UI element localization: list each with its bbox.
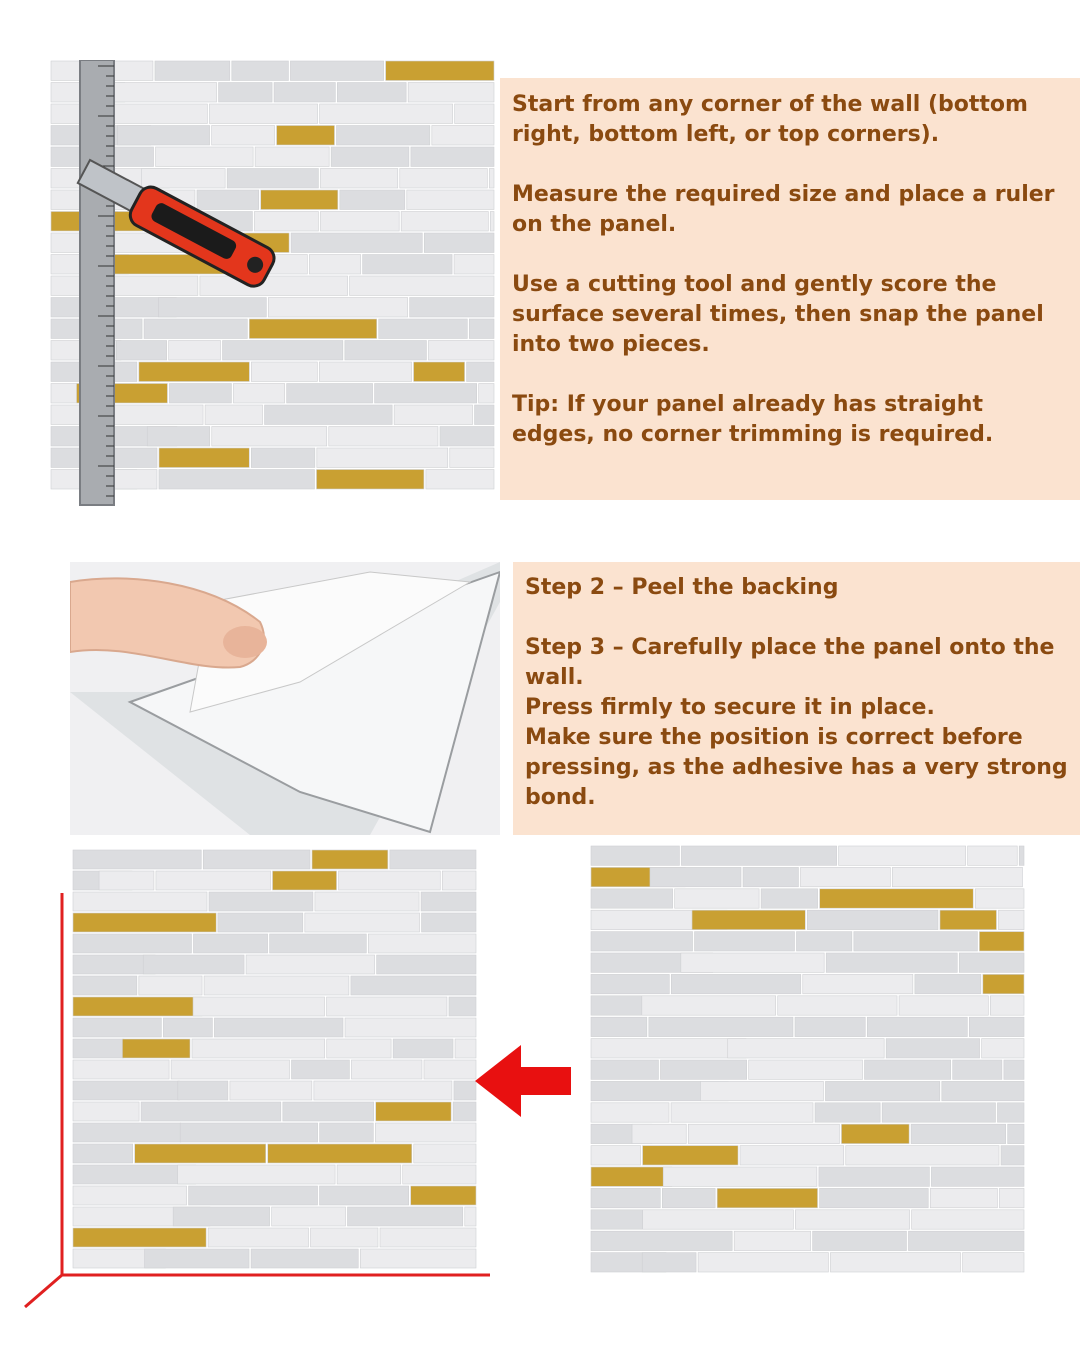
marble-tile bbox=[212, 126, 275, 146]
marble-tile bbox=[73, 850, 201, 869]
marble-tile bbox=[394, 405, 472, 425]
marble-tile bbox=[350, 276, 494, 296]
marble-tile bbox=[424, 233, 494, 253]
marble-tile bbox=[320, 1123, 374, 1142]
marble-tile bbox=[107, 83, 217, 103]
marble-tile bbox=[233, 384, 284, 404]
tile-panel-with-ruler bbox=[50, 60, 500, 510]
marble-tile bbox=[591, 1146, 641, 1165]
marble-tile bbox=[155, 61, 230, 81]
marble-tile bbox=[375, 1123, 476, 1142]
gold-tile bbox=[591, 1167, 672, 1186]
marble-tile bbox=[327, 1039, 391, 1058]
gold-tile bbox=[820, 889, 974, 908]
marble-tile bbox=[820, 1188, 929, 1207]
marble-tile bbox=[368, 934, 476, 953]
marble-tile bbox=[351, 976, 476, 995]
marble-tile bbox=[143, 955, 244, 974]
marble-tile bbox=[265, 405, 393, 425]
marble-tile bbox=[591, 974, 669, 993]
instruction-measure: Measure the required size and place a ruler on the panel. bbox=[512, 182, 1055, 237]
marble-tile bbox=[591, 846, 679, 865]
marble-tile bbox=[156, 871, 271, 890]
marble-tile bbox=[178, 1165, 335, 1184]
marble-tile bbox=[73, 976, 137, 995]
instructions-panel-1 bbox=[500, 78, 1080, 500]
marble-tile bbox=[403, 1165, 476, 1184]
marble-tile bbox=[454, 255, 494, 275]
marble-tile bbox=[1008, 1124, 1024, 1143]
marble-tile bbox=[320, 212, 399, 232]
marble-tile bbox=[203, 850, 310, 869]
marble-tile bbox=[116, 341, 166, 361]
gold-tile bbox=[139, 362, 250, 382]
marble-tile bbox=[329, 427, 438, 447]
marble-tile bbox=[197, 190, 259, 210]
marble-tile bbox=[158, 298, 266, 318]
marble-tile bbox=[743, 867, 798, 886]
marble-tile bbox=[660, 1060, 746, 1079]
gold-tile bbox=[386, 61, 494, 81]
marble-tile bbox=[591, 1017, 647, 1036]
gold-tile bbox=[261, 190, 338, 210]
marble-tile bbox=[681, 953, 824, 972]
marble-tile bbox=[73, 1018, 161, 1037]
marble-tile bbox=[475, 405, 494, 425]
gold-tile bbox=[277, 126, 335, 146]
marble-tile bbox=[813, 1231, 907, 1250]
marble-tile bbox=[908, 1231, 1024, 1250]
wall-corner-placement bbox=[20, 845, 490, 1315]
marble-tile bbox=[73, 1081, 180, 1100]
marble-tile bbox=[169, 384, 231, 404]
marble-tile bbox=[232, 61, 289, 81]
marble-tile bbox=[51, 405, 203, 425]
ruler-icon bbox=[80, 60, 114, 505]
marble-tile bbox=[380, 1228, 476, 1247]
marble-tile bbox=[449, 997, 476, 1016]
marble-tile bbox=[642, 996, 776, 1015]
gold-tile bbox=[692, 910, 805, 929]
marble-tile bbox=[99, 871, 154, 890]
gold-tile bbox=[940, 910, 996, 929]
marble-tile bbox=[911, 1124, 1006, 1143]
gold-tile bbox=[73, 1228, 206, 1247]
marble-tile bbox=[73, 1144, 133, 1163]
marble-tile bbox=[867, 1017, 967, 1036]
marble-tile bbox=[968, 846, 1018, 865]
gold-tile bbox=[983, 974, 1024, 993]
marble-tile bbox=[649, 1017, 793, 1036]
marble-tile bbox=[803, 974, 913, 993]
marble-tile bbox=[272, 1207, 346, 1226]
marble-tile bbox=[643, 1210, 794, 1229]
marble-tile bbox=[212, 427, 327, 447]
marble-tile bbox=[931, 1167, 1024, 1186]
marble-tile bbox=[825, 1081, 939, 1100]
gold-tile bbox=[122, 1039, 190, 1058]
marble-tile bbox=[591, 1039, 746, 1058]
marble-tile bbox=[411, 147, 494, 167]
marble-tile bbox=[310, 1228, 377, 1247]
marble-tile bbox=[218, 913, 303, 932]
marble-tile bbox=[997, 1103, 1024, 1122]
marble-tile bbox=[465, 1207, 476, 1226]
marble-tile bbox=[156, 147, 254, 167]
marble-tile bbox=[314, 1081, 452, 1100]
marble-tile bbox=[899, 996, 988, 1015]
marble-tile bbox=[147, 427, 210, 447]
marble-tile bbox=[327, 997, 447, 1016]
marble-tile bbox=[360, 1249, 476, 1268]
marble-tile bbox=[681, 846, 836, 865]
marble-tile bbox=[663, 1167, 817, 1186]
marble-tile bbox=[839, 846, 966, 865]
marble-tile bbox=[426, 470, 494, 490]
marble-tile bbox=[778, 996, 897, 1015]
marble-tile bbox=[662, 1188, 715, 1207]
marble-tile bbox=[336, 126, 429, 146]
marble-tile bbox=[698, 1253, 828, 1272]
gold-tile bbox=[135, 1144, 266, 1163]
marble-tile bbox=[490, 212, 494, 232]
marble-tile bbox=[421, 892, 476, 911]
gold-tile bbox=[73, 913, 216, 932]
marble-tile bbox=[73, 1165, 196, 1184]
marble-tile bbox=[440, 427, 494, 447]
marble-tile bbox=[591, 889, 673, 908]
marble-tile bbox=[390, 850, 476, 869]
step3-press-text: Press firmly to secure it in place. bbox=[525, 695, 935, 720]
marble-tile bbox=[886, 1039, 979, 1058]
marble-tile bbox=[422, 913, 476, 932]
marble-tile bbox=[1001, 1146, 1024, 1165]
marble-tile bbox=[363, 255, 452, 275]
gold-tile bbox=[979, 932, 1024, 951]
marble-tile bbox=[915, 974, 981, 993]
marble-tile bbox=[317, 448, 448, 468]
gold-tile bbox=[273, 871, 337, 890]
step2-text: Step 2 – Peel the backing bbox=[525, 575, 839, 600]
gold-tile bbox=[411, 1186, 476, 1205]
instruction-cut: Use a cutting tool and gently score the surface several times, then snap the panel into two pieces. bbox=[512, 272, 1044, 357]
marble-tile bbox=[591, 1188, 660, 1207]
marble-tile bbox=[51, 276, 198, 296]
marble-tile bbox=[671, 974, 800, 993]
marble-tile bbox=[171, 1060, 289, 1079]
marble-tile bbox=[251, 448, 315, 468]
marble-tile bbox=[319, 362, 411, 382]
marble-tile bbox=[695, 932, 795, 951]
marble-tile bbox=[864, 1060, 950, 1079]
gold-tile bbox=[414, 362, 465, 382]
gold-tile bbox=[376, 1102, 451, 1121]
marble-tile bbox=[454, 1081, 476, 1100]
marble-tile bbox=[139, 976, 202, 995]
marble-tile bbox=[254, 212, 318, 232]
marble-tile bbox=[208, 1228, 308, 1247]
marble-tile bbox=[173, 1207, 269, 1226]
marble-tile bbox=[251, 1249, 358, 1268]
marble-tile bbox=[339, 871, 441, 890]
marble-tile bbox=[73, 1060, 169, 1079]
marble-tile bbox=[408, 83, 494, 103]
marble-tile bbox=[830, 1253, 960, 1272]
marble-tile bbox=[163, 1018, 212, 1037]
marble-tile bbox=[489, 169, 494, 189]
marble-tile bbox=[159, 470, 315, 490]
marble-tile bbox=[379, 319, 468, 339]
marble-tile bbox=[340, 190, 405, 210]
marble-tile bbox=[740, 1146, 844, 1165]
marble-tile bbox=[331, 147, 409, 167]
marble-tile bbox=[632, 1124, 686, 1143]
marble-tile bbox=[73, 934, 191, 953]
marble-tile bbox=[73, 1186, 187, 1205]
marble-tile bbox=[728, 1039, 884, 1058]
marble-tile bbox=[455, 1039, 476, 1058]
gold-tile bbox=[643, 1146, 738, 1165]
marble-tile bbox=[688, 1124, 839, 1143]
marble-tile bbox=[998, 910, 1024, 929]
marble-tile bbox=[141, 1102, 281, 1121]
marble-tile bbox=[453, 1102, 476, 1121]
corner-diagonal-line bbox=[25, 1275, 62, 1307]
marble-tile bbox=[73, 892, 207, 911]
marble-tile bbox=[761, 889, 818, 908]
marble-tile bbox=[671, 1103, 813, 1122]
marble-tile bbox=[268, 298, 407, 318]
marble-tile bbox=[315, 892, 419, 911]
marble-tile bbox=[348, 1207, 463, 1226]
marble-tile bbox=[320, 1186, 409, 1205]
marble-tile bbox=[283, 1102, 374, 1121]
marble-tile bbox=[424, 1060, 476, 1079]
marble-tile bbox=[227, 169, 318, 189]
marble-tile bbox=[169, 341, 221, 361]
gold-tile bbox=[159, 448, 249, 468]
marble-tile bbox=[270, 934, 367, 953]
marble-tile bbox=[51, 104, 207, 124]
marble-tile bbox=[650, 867, 741, 886]
marble-tile bbox=[73, 955, 155, 974]
marble-tile bbox=[807, 910, 938, 929]
marble-tile bbox=[205, 405, 262, 425]
marble-tile bbox=[209, 104, 317, 124]
marble-tile bbox=[189, 1186, 318, 1205]
marble-tile bbox=[953, 1060, 1002, 1079]
marble-tile bbox=[337, 1165, 401, 1184]
marble-tile bbox=[193, 934, 267, 953]
marble-tile bbox=[800, 867, 890, 886]
marble-tile bbox=[912, 1210, 1024, 1229]
marble-tile bbox=[942, 1081, 1024, 1100]
marble-tile bbox=[393, 1039, 453, 1058]
marble-tile bbox=[193, 997, 324, 1016]
instructions-panel-2 bbox=[513, 562, 1080, 835]
tile-panel bbox=[590, 845, 1030, 1285]
marble-tile bbox=[291, 1060, 349, 1079]
marble-tile bbox=[455, 104, 494, 124]
marble-tile bbox=[749, 1060, 863, 1079]
gold-tile bbox=[841, 1124, 909, 1143]
marble-tile bbox=[377, 955, 476, 974]
marble-tile bbox=[287, 384, 373, 404]
marble-tile bbox=[320, 104, 453, 124]
marble-tile bbox=[982, 1039, 1024, 1058]
marble-tile bbox=[795, 1017, 865, 1036]
marble-tile bbox=[1004, 1060, 1024, 1079]
step3-warning-text: Make sure the position is correct before pressing, as the adhesive has a very strong bond. bbox=[525, 725, 1068, 810]
marble-tile bbox=[846, 1146, 999, 1165]
marble-tile bbox=[701, 1081, 824, 1100]
marble-tile bbox=[219, 83, 273, 103]
marble-tile bbox=[345, 1018, 476, 1037]
gold-tile bbox=[312, 850, 388, 869]
marble-tile bbox=[479, 384, 494, 404]
marble-tile bbox=[320, 169, 397, 189]
marble-tile bbox=[815, 1103, 880, 1122]
marble-tile bbox=[192, 1039, 325, 1058]
marble-tile bbox=[351, 1060, 422, 1079]
marble-tile bbox=[432, 126, 494, 146]
peel-backing-photo bbox=[70, 562, 500, 835]
marble-tile bbox=[345, 341, 427, 361]
marble-tile bbox=[142, 169, 226, 189]
marble-tile bbox=[819, 1167, 930, 1186]
marble-tile bbox=[469, 319, 494, 339]
marble-tile bbox=[255, 147, 329, 167]
marble-tile bbox=[410, 298, 494, 318]
marble-tile bbox=[442, 871, 476, 890]
marble-tile bbox=[230, 1081, 312, 1100]
marble-tile bbox=[734, 1231, 810, 1250]
marble-tile bbox=[975, 889, 1024, 908]
marble-tile bbox=[145, 1249, 250, 1268]
marble-tile bbox=[428, 341, 494, 361]
instruction-start-corner: Start from any corner of the wall (bottom right, bottom left, or top corners). bbox=[512, 92, 1028, 147]
marble-tile bbox=[795, 1210, 909, 1229]
marble-tile bbox=[882, 1103, 995, 1122]
marble-tile bbox=[246, 955, 374, 974]
marble-tile bbox=[969, 1017, 1024, 1036]
marble-tile bbox=[204, 976, 349, 995]
marble-tile bbox=[144, 319, 247, 339]
marble-tile bbox=[796, 932, 851, 951]
marble-tile bbox=[214, 1018, 343, 1037]
marble-tile bbox=[200, 276, 348, 296]
step3-text: Step 3 – Carefully place the panel onto the wall. bbox=[525, 635, 1055, 690]
gold-tile bbox=[717, 1188, 817, 1207]
gold-tile bbox=[249, 319, 376, 339]
marble-tile bbox=[414, 1144, 476, 1163]
marble-tile bbox=[450, 448, 494, 468]
gold-tile bbox=[316, 470, 423, 490]
marble-tile bbox=[591, 932, 693, 951]
marble-tile bbox=[117, 126, 209, 146]
marble-tile bbox=[305, 913, 420, 932]
marble-tile bbox=[337, 83, 406, 103]
marble-tile bbox=[375, 384, 477, 404]
marble-tile bbox=[591, 1060, 658, 1079]
marble-tile bbox=[73, 1039, 124, 1058]
marble-tile bbox=[401, 212, 488, 232]
marble-tile bbox=[73, 1123, 181, 1142]
marble-tile bbox=[178, 1081, 228, 1100]
marble-tile bbox=[73, 1102, 139, 1121]
marble-tile bbox=[407, 190, 494, 210]
marble-tile bbox=[251, 362, 317, 382]
gold-tile bbox=[73, 997, 202, 1016]
marble-tile bbox=[959, 953, 1024, 972]
marble-tile bbox=[274, 83, 335, 103]
marble-tile bbox=[290, 61, 383, 81]
marble-tile bbox=[467, 362, 494, 382]
marble-tile bbox=[309, 255, 360, 275]
marble-tile bbox=[591, 1103, 669, 1122]
marble-tile bbox=[291, 233, 422, 253]
marble-tile bbox=[990, 996, 1024, 1015]
marble-tile bbox=[999, 1188, 1024, 1207]
marble-tile bbox=[892, 867, 1022, 886]
marble-tile bbox=[826, 953, 957, 972]
marble-tile bbox=[963, 1253, 1024, 1272]
marble-tile bbox=[930, 1188, 997, 1207]
marble-tile bbox=[400, 169, 488, 189]
marble-tile bbox=[1019, 846, 1024, 865]
arrow-left-icon bbox=[475, 1045, 573, 1117]
marble-tile bbox=[209, 892, 313, 911]
gold-tile bbox=[268, 1144, 412, 1163]
marble-tile bbox=[180, 1123, 317, 1142]
marble-tile bbox=[854, 932, 978, 951]
marble-tile bbox=[642, 1253, 696, 1272]
marble-tile bbox=[675, 889, 759, 908]
marble-tile bbox=[591, 1231, 732, 1250]
marble-tile bbox=[223, 341, 343, 361]
instruction-tip: Tip: If your panel already has straight edges, no corner trimming is required. bbox=[512, 392, 994, 447]
